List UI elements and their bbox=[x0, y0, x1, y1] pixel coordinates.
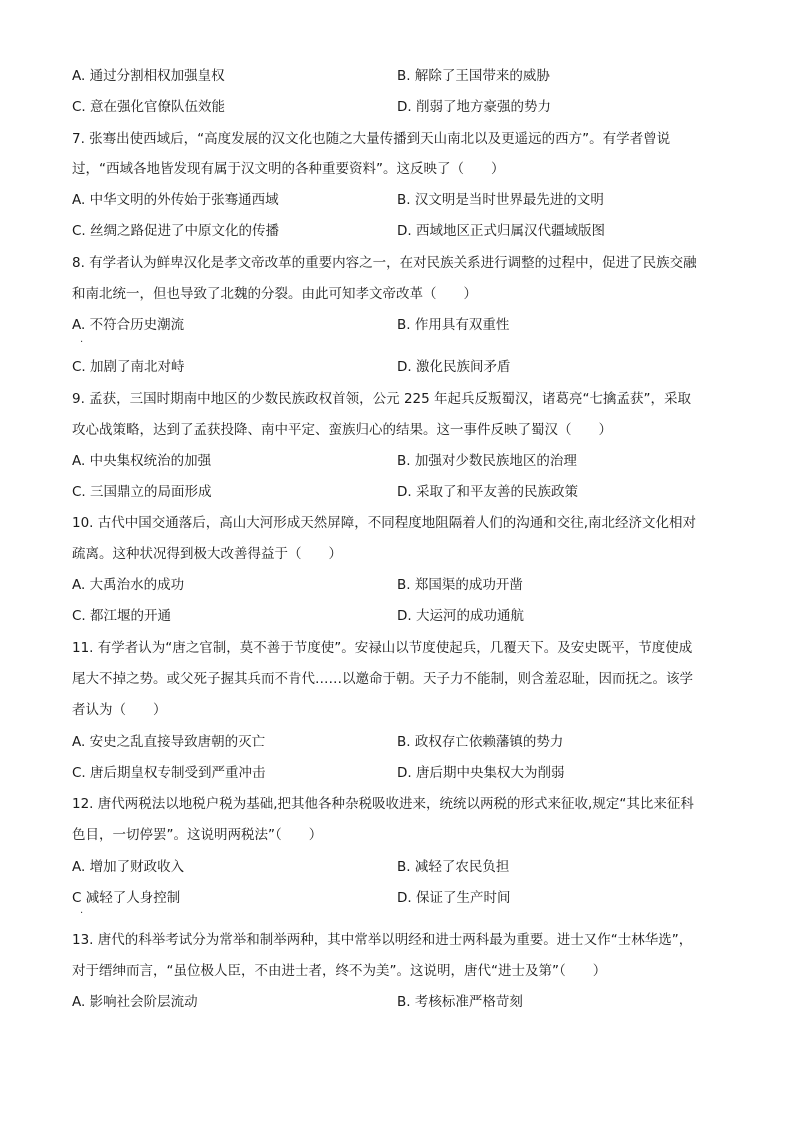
q10-option-a: A. 大禹治水的成功 bbox=[72, 577, 185, 593]
q11-stem-line-1: 11. 有学者认为“唐之官制，莫不善于节度使”。安禄山以节度使起兵，几覆天下。及安史既平，节度使成 bbox=[72, 640, 693, 656]
q10-stem-line-1: 10. 古代中国交通落后，高山大河形成天然屏障，不同程度地阻隔着人们的沟通和交往,南北经济文化相对 bbox=[72, 515, 697, 531]
q9-option-a: A. 中央集权统治的加强 bbox=[72, 453, 212, 469]
q11-option-a: A. 安史之乱直接导致唐朝的灭亡 bbox=[72, 734, 266, 750]
q9-option-b: B. 加强对少数民族地区的治理 bbox=[397, 453, 577, 469]
q13-option-b: B. 考核标准严格苛刻 bbox=[397, 994, 523, 1010]
q13-stem-line-2: 对于缙绅而言，“虽位极人臣，不由进士者，终不为美”。这说明，唐代“进士及第”（ ） bbox=[72, 963, 607, 979]
q8-stem-line-1: 8. 有学者认为鲜卑汉化是孝文帝改革的重要内容之一，在对民族关系进行调整的过程中，促进了民族交融 bbox=[72, 255, 697, 271]
q9-option-d: D. 采取了和平友善的民族政策 bbox=[397, 484, 578, 500]
q12-option-b: B. 减轻了农民负担 bbox=[397, 859, 510, 875]
q12-stem-line-1: 12. 唐代两税法以地税户税为基础,把其他各种杂税吸收进来，统统以两税的形式来征收,规定“其比来征科 bbox=[72, 796, 694, 812]
q10-option-b: B. 郑国渠的成功开凿 bbox=[397, 577, 523, 593]
q10-option-c: C. 都江堰的开通 bbox=[72, 608, 172, 624]
stray-dot-mark: . bbox=[80, 905, 84, 916]
stray-dot-mark: . bbox=[80, 334, 84, 345]
q12-stem-line-2: 色目，一切停罢”。这说明两税法”（ ） bbox=[72, 827, 323, 843]
q7-option-d: D. 西域地区正式归属汉代疆域版图 bbox=[397, 223, 605, 239]
q6-option-a: A. 通过分割相权加强皇权 bbox=[72, 68, 225, 84]
q12-option-d: D. 保证了生产时间 bbox=[397, 890, 511, 906]
q6-option-b: B. 解除了王国带来的威胁 bbox=[397, 68, 550, 84]
q12-option-a: A. 增加了财政收入 bbox=[72, 859, 185, 875]
q9-stem-line-1: 9. 孟获，三国时期南中地区的少数民族政权首领，公元 225 年起兵反叛蜀汉，诸葛亮“七擒孟获”，采取 bbox=[72, 391, 692, 407]
q7-stem-line-2: 过，“西域各地皆发现有属于汉文明的各种重要资料”。这反映了（ ） bbox=[72, 161, 505, 177]
q13-stem-line-1: 13. 唐代的科举考试分为常举和制举两种，其中常举以明经和进士两科最为重要。进士又作“士林华选”， bbox=[72, 932, 693, 948]
q6-option-c: C. 意在强化官僚队伍效能 bbox=[72, 99, 226, 115]
q11-option-d: D. 唐后期中央集权大为削弱 bbox=[397, 765, 565, 781]
q7-option-b: B. 汉文明是当时世界最先进的文明 bbox=[397, 192, 604, 208]
q11-stem-line-2: 尾大不掉之势。或父死子握其兵而不肯代……以邀命于朝。天子力不能制，则含羞忍耻，因而抚之。该学 bbox=[72, 671, 693, 687]
q11-option-c: C. 唐后期皇权专制受到严重冲击 bbox=[72, 765, 266, 781]
q12-option-c: C 减轻了人身控制 bbox=[72, 890, 181, 906]
q9-option-c: C. 三国鼎立的局面形成 bbox=[72, 484, 212, 500]
q7-option-a: A. 中华文明的外传始于张骞通西域 bbox=[72, 192, 279, 208]
q8-option-b: B. 作用具有双重性 bbox=[397, 317, 510, 333]
q10-stem-line-2: 疏离。这种状况得到极大改善得益于（ ） bbox=[72, 546, 342, 562]
q8-stem-line-2: 和南北统一，但也导致了北魏的分裂。由此可知孝文帝改革（ ） bbox=[72, 286, 477, 302]
q11-stem-line-3: 者认为（ ） bbox=[72, 702, 167, 718]
q10-option-d: D. 大运河的成功通航 bbox=[397, 608, 524, 624]
q6-option-d: D. 削弱了地方豪强的势力 bbox=[397, 99, 551, 115]
q7-stem-line-1: 7. 张骞出使西域后，“高度发展的汉文化也随之大量传播到天山南北以及更遥远的西方”。有学者曾说 bbox=[72, 131, 671, 147]
q13-option-a: A. 影响社会阶层流动 bbox=[72, 994, 198, 1010]
q8-option-a: A. 不符合历史潮流 bbox=[72, 317, 185, 333]
q8-option-c: C. 加剧了南北对峙 bbox=[72, 359, 185, 375]
q9-stem-line-2: 攻心战策略，达到了孟获投降、南中平定、蛮族归心的结果。这一事件反映了蜀汉（ ） bbox=[72, 422, 612, 438]
q8-option-d: D. 激化民族间矛盾 bbox=[397, 359, 511, 375]
q7-option-c: C. 丝绸之路促进了中原文化的传播 bbox=[72, 223, 280, 239]
q11-option-b: B. 政权存亡依赖藩镇的势力 bbox=[397, 734, 564, 750]
